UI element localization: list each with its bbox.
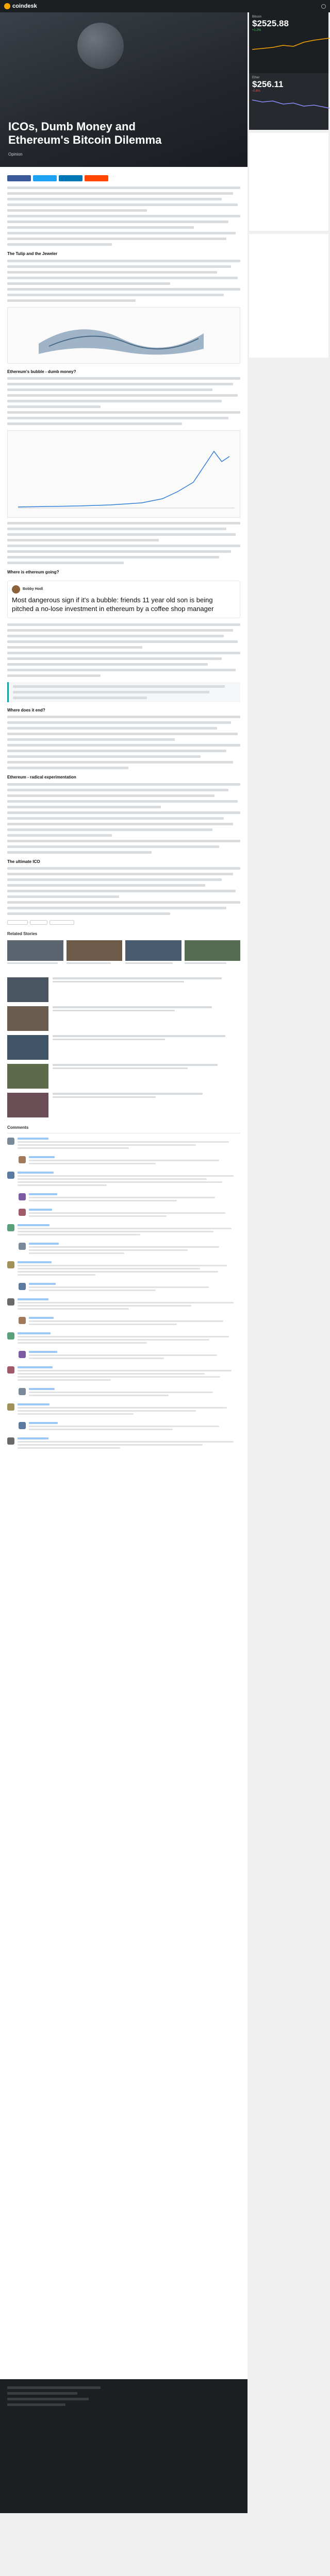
avatar [12,585,20,594]
section-heading: Where does it end? [7,707,45,713]
eth-price-widget[interactable] [249,73,328,130]
eth-price: $256.11 [252,79,284,89]
section-paragraphs [7,783,240,854]
related-row[interactable] [7,977,240,1002]
comment-item [19,1209,240,1217]
section-heading: Ethereum's bubble - dumb money? [7,369,76,374]
related-card[interactable] [7,940,63,972]
comment-item [7,1403,240,1415]
comment-item [7,1437,240,1449]
related-row[interactable] [7,1093,240,1117]
tweet-header [12,585,236,594]
search-icon[interactable] [321,4,326,9]
body-paragraphs [7,623,240,677]
tulip-illustration [7,307,240,364]
comment-item [7,1138,240,1149]
comment-item [7,1298,240,1310]
sidebar-ad[interactable] [249,133,328,231]
comment-item [7,1366,240,1381]
share-bar [7,175,240,181]
section-paragraphs [7,716,240,769]
comment-item [19,1193,240,1201]
site-footer [0,2379,248,2513]
sidebar [248,12,330,2513]
coin-illustration [77,23,124,69]
comment-item [7,1332,240,1344]
comments-header [7,1125,240,1133]
section-paragraphs [7,260,240,302]
comment-item [19,1156,240,1164]
tag-chip[interactable] [30,920,47,925]
eth-label: Ether [252,76,260,79]
btc-label: Bitcoin [252,15,262,19]
facebook-share-button[interactable] [7,175,31,181]
tag-chip[interactable] [7,920,28,925]
comment-item [19,1283,240,1291]
comments-title: Comments [7,1125,29,1130]
section-heading: The Tulip and the Jeweler [7,251,58,256]
pull-quote [7,682,240,702]
sidebar-ad[interactable] [249,234,328,358]
comment-item [19,1243,240,1254]
embedded-tweet[interactable] [7,581,240,618]
intro-paragraphs [7,187,240,246]
section-heading: The ultimate ICO [7,859,40,864]
tweet-author: Bobby Hodl [23,587,43,591]
illustration-shape [39,329,204,354]
btc-spark-line [252,38,329,49]
eth-spark-line [252,100,329,108]
tag-chip[interactable] [50,920,74,925]
comment-item [7,1172,240,1186]
related-row[interactable] [7,1006,240,1031]
reddit-share-button[interactable] [85,175,108,181]
comment-item [7,1261,240,1276]
comment-item [19,1388,240,1396]
related-card[interactable] [125,940,182,972]
tag-list [7,920,240,925]
article-title: ICOs, Dumb Money and Ethereum's Bitcoin Dilemma [8,120,162,146]
article-body [0,167,248,2379]
comment-item [7,1224,240,1235]
price-line [18,451,229,507]
related-heading: Related Stories [7,931,38,937]
related-card[interactable] [185,940,241,972]
comment-item [19,1317,240,1325]
comment-item [19,1351,240,1359]
btc-price: $2525.88 [252,19,289,28]
related-grid [7,940,240,972]
hero-banner [0,12,248,167]
eth-change: -0.8% [252,90,260,93]
eth-sparkline [252,95,329,113]
body-paragraphs [7,522,240,564]
top-bar [0,0,330,12]
main-column [0,12,248,2513]
twitter-share-button[interactable] [33,175,57,181]
article-category: Opinion [8,152,23,157]
related-row[interactable] [7,1035,240,1060]
logo-icon [4,3,10,9]
section-heading: Where is ethereum going? [7,570,59,575]
wave-illustration [8,308,241,364]
section-heading: Ethereum - radical experimentation [7,775,76,780]
price-chart-figure [7,430,240,518]
price-chart [8,431,241,518]
page-layout [0,12,330,2513]
site-logo[interactable] [4,3,37,9]
comment-item [19,1422,240,1430]
section-paragraphs [7,867,240,915]
tweet-text: Most dangerous sign if it's a bubble: friends 11 year old son is being pitched a no-lose investment in ethereum by a coffee shop manager [12,596,214,613]
site-name: coindesk [12,3,37,9]
quote-lines [13,685,236,699]
related-list [7,977,240,1117]
footer-links [7,2386,240,2406]
btc-price-widget[interactable] [249,12,328,73]
btc-sparkline [252,34,329,55]
btc-change: +1.2% [252,29,261,32]
comment-list [7,1138,240,2374]
related-row[interactable] [7,1064,240,1089]
related-card[interactable] [67,940,123,972]
section-paragraphs [7,377,240,425]
linkedin-share-button[interactable] [59,175,82,181]
